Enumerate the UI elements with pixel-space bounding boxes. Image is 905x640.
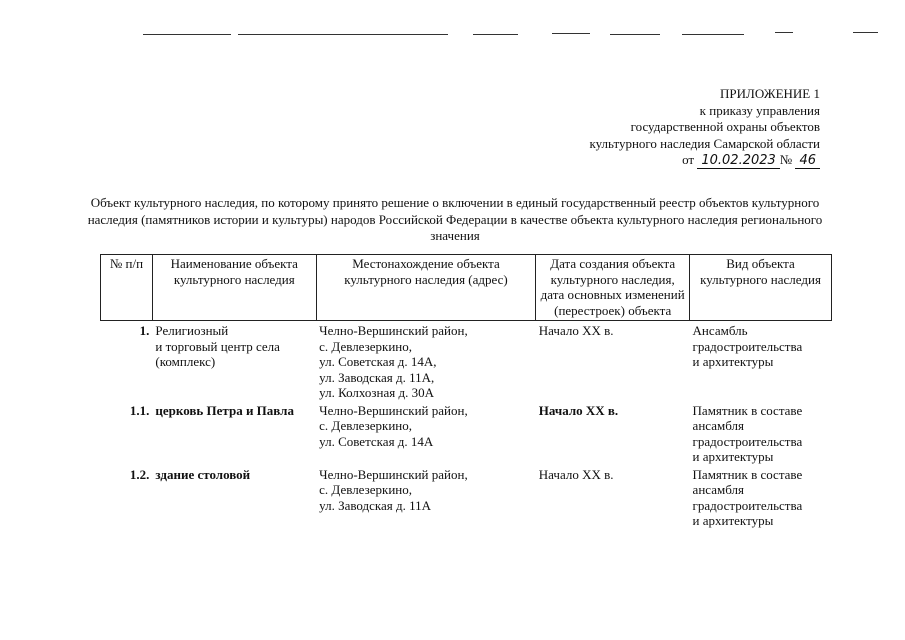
handwritten-number: 46 — [795, 153, 820, 169]
table-row — [101, 401, 832, 465]
row-type: Памятник в составе ансамбля градостроительства и архитектуры — [692, 466, 803, 528]
scan-artifact-line — [143, 34, 231, 35]
row-address: Челно-Вершинский район, с. Девлезеркино, ул. Советская д. 14А, ул. Заводская д. 11А, ул. Колхозная д. 30А — [319, 323, 468, 400]
row-name: церковь Петра и Павла — [155, 402, 294, 418]
row-address: Челно-Вершинский район, с. Девлезеркино, ул. Заводская д. 11А — [319, 466, 468, 513]
scan-artifact-line — [853, 32, 878, 33]
header-address: Местонахождение объекта культурного наследия (адрес) — [316, 255, 536, 321]
scan-artifact-line — [775, 32, 793, 33]
row-number: 1. — [139, 323, 150, 338]
table-row — [101, 465, 832, 529]
scan-artifact-line — [610, 34, 660, 35]
header-date: Дата создания объекта культурного наследия, дата основных изменений (перестроек) объекта — [536, 255, 690, 321]
scan-artifact-line — [682, 34, 744, 35]
row-number: 1.2. — [129, 466, 150, 482]
scan-artifact-line — [473, 34, 518, 35]
appendix-line-department: государственной охраны объектов — [630, 119, 820, 134]
date-prefix: от — [682, 152, 695, 167]
header-type: Вид объекта культурного наследия — [690, 255, 832, 321]
row-date: Начало XX в. — [538, 402, 619, 418]
row-number: 1.1. — [129, 402, 150, 418]
appendix-header — [520, 86, 820, 170]
appendix-title: ПРИЛОЖЕНИЕ 1 — [720, 86, 820, 101]
appendix-line-order: к приказу управления — [699, 102, 820, 118]
appendix-date-line — [520, 152, 820, 170]
header-name: Наименование объекта культурного наследия — [152, 255, 316, 321]
row-type: Памятник в составе ансамбля градостроительства и архитектуры — [692, 402, 803, 464]
row-date: Начало XX в. — [538, 323, 614, 338]
row-type: Ансамбль градостроительства и архитектуры — [692, 323, 803, 369]
table-row — [101, 321, 832, 401]
row-name: Религиозный и торговый центр села (комплекс) — [155, 323, 280, 369]
scan-artifact-line — [238, 34, 448, 35]
table-header-row — [101, 255, 832, 321]
document-title: Объект культурного наследия, по которому принято решение о включении в единый государственный реестр объектов культурного наследия (памятников истории и культуры) народов Российской Федерации в качестве объекта культурного наследия регионального значения — [87, 195, 823, 243]
heritage-table — [100, 254, 832, 529]
handwritten-date: 10.02.2023 — [697, 153, 779, 169]
row-date: Начало XX в. — [538, 466, 614, 482]
row-name: здание столовой — [155, 466, 251, 482]
number-prefix: № — [779, 152, 793, 167]
header-number: № п/п — [101, 255, 153, 321]
appendix-line-region: культурного наследия Самарской области — [589, 135, 820, 151]
scan-artifact-line — [552, 33, 590, 34]
row-address: Челно-Вершинский район, с. Девлезеркино, ул. Советская д. 14А — [319, 402, 468, 449]
